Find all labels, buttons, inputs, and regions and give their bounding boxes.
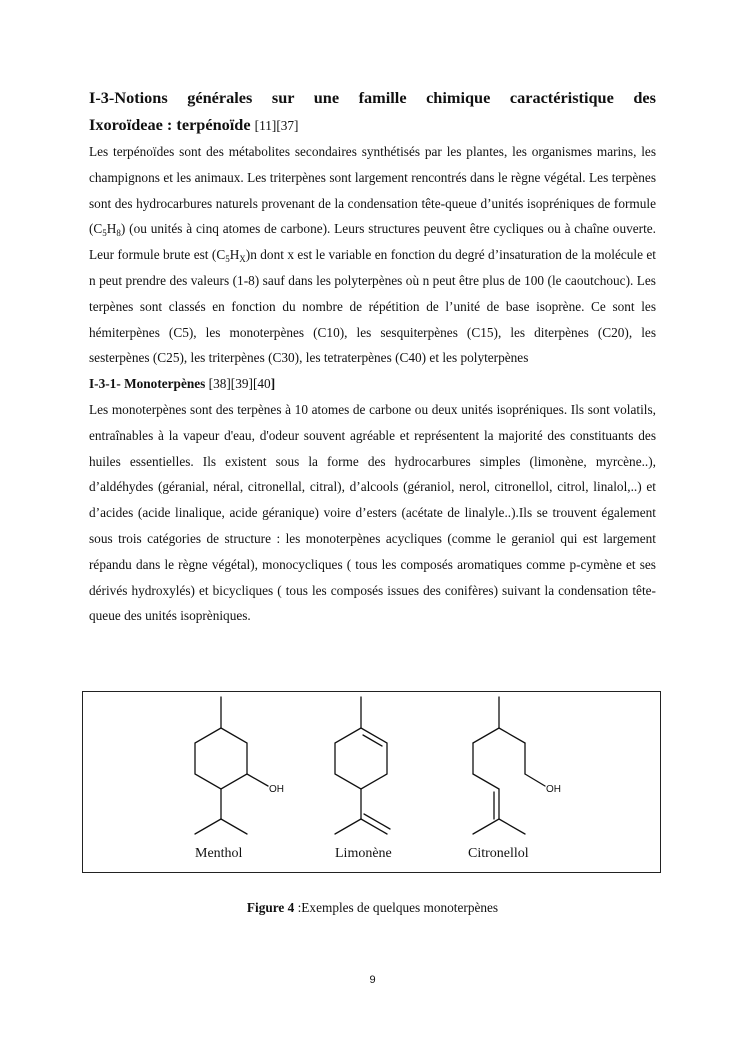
paragraph-monoterpenes: Les monoterpènes sont des terpènes à 10 atomes de carbone ou deux unités isopréniques. Ils sont volatils, entraînables à la vapeur d'eau, d'odeur souvent agréable et représentent la majorité des constituants des huiles essentielles. Ils existent sous la forme des hydrocarbures simples (limonène, myrcène..), d’aldéhydes (géranial, néral, citronellal, citral), d’alcools (géraniol, nerol, citronellol, citrol, linalol,..) et d’acides (acide linalique, acide géranique) voire d’esters (acétate de linalyle..).Ils se trouvent également sous trois catégories de structure : les monoterpènes acycliques (comme le geraniol qui est largement répandu dans le règne végétal), monocycliques ( tous les composés aromatiques comme p-cymène et ses dérivés hydroxylés) et bicycliques ( tous les composés issues des conifères) suivant la condensation tête-queue des unités isoprèniques. bbox=[89, 401, 656, 624]
label-limonene: Limonène bbox=[335, 846, 392, 861]
figure-caption: Figure 4 :Exemples de quelques monoterpènes bbox=[246, 900, 499, 915]
heading-references: [11][37] bbox=[254, 118, 299, 133]
menthol-structure bbox=[195, 697, 268, 834]
menthol-oh-label: OH bbox=[269, 784, 284, 795]
page-content bbox=[89, 84, 656, 629]
subsection-heading: I-3-1- Monoterpènes [38][39][40] bbox=[89, 376, 276, 392]
label-citronellol: Citronellol bbox=[468, 846, 529, 861]
limonene-structure bbox=[335, 697, 390, 834]
page-number: 9 bbox=[369, 974, 376, 986]
section-heading: I-3-Notions générales sur une famille chimique caractéristique des bbox=[89, 88, 656, 107]
figure-box bbox=[82, 691, 661, 873]
citronellol-oh-label: OH bbox=[546, 784, 561, 795]
label-menthol: Menthol bbox=[195, 846, 243, 861]
citronellol-structure bbox=[473, 697, 545, 834]
section-heading-line2: Ixoroïdeae : terpénoïde [11][37] bbox=[89, 115, 299, 134]
paragraph-terpenoids: Les terpénoïdes sont des métabolites secondaires synthétisés par les plantes, les organismes marins, les champignons et les animaux. Les triterpènes sont largement rencontrés dans le règne végétal. Les terpènes sont des hydrocarbures naturels provenant de la condensation tête-queue d’unités isopréniques de formule $(C_5H_8)$ (ou unités à cinq atomes de carbone). Leurs structures peuvent être cycliques ou à chaîne ouverte. Leur formule brute est $(C_5H_X)n$ dont x est le variable en fonction du degré d’insaturation de la molécule et n peut prendre des valeurs (1-8) sauf dans les polyterpènes où n peut être plus de 100 (le caoutchouc). Les terpènes sont classés en fonction du nombre de répétition de l’unité de base isoprène. Ce sont les hémiterpènes (C5), les monoterpènes (C10), les sesquiterpènes (C15), les diterpènes (C20), les sesterpènes (C25), les triterpènes (C30), les tetraterpènes (C40) et les polyterpènes bbox=[89, 144, 656, 366]
